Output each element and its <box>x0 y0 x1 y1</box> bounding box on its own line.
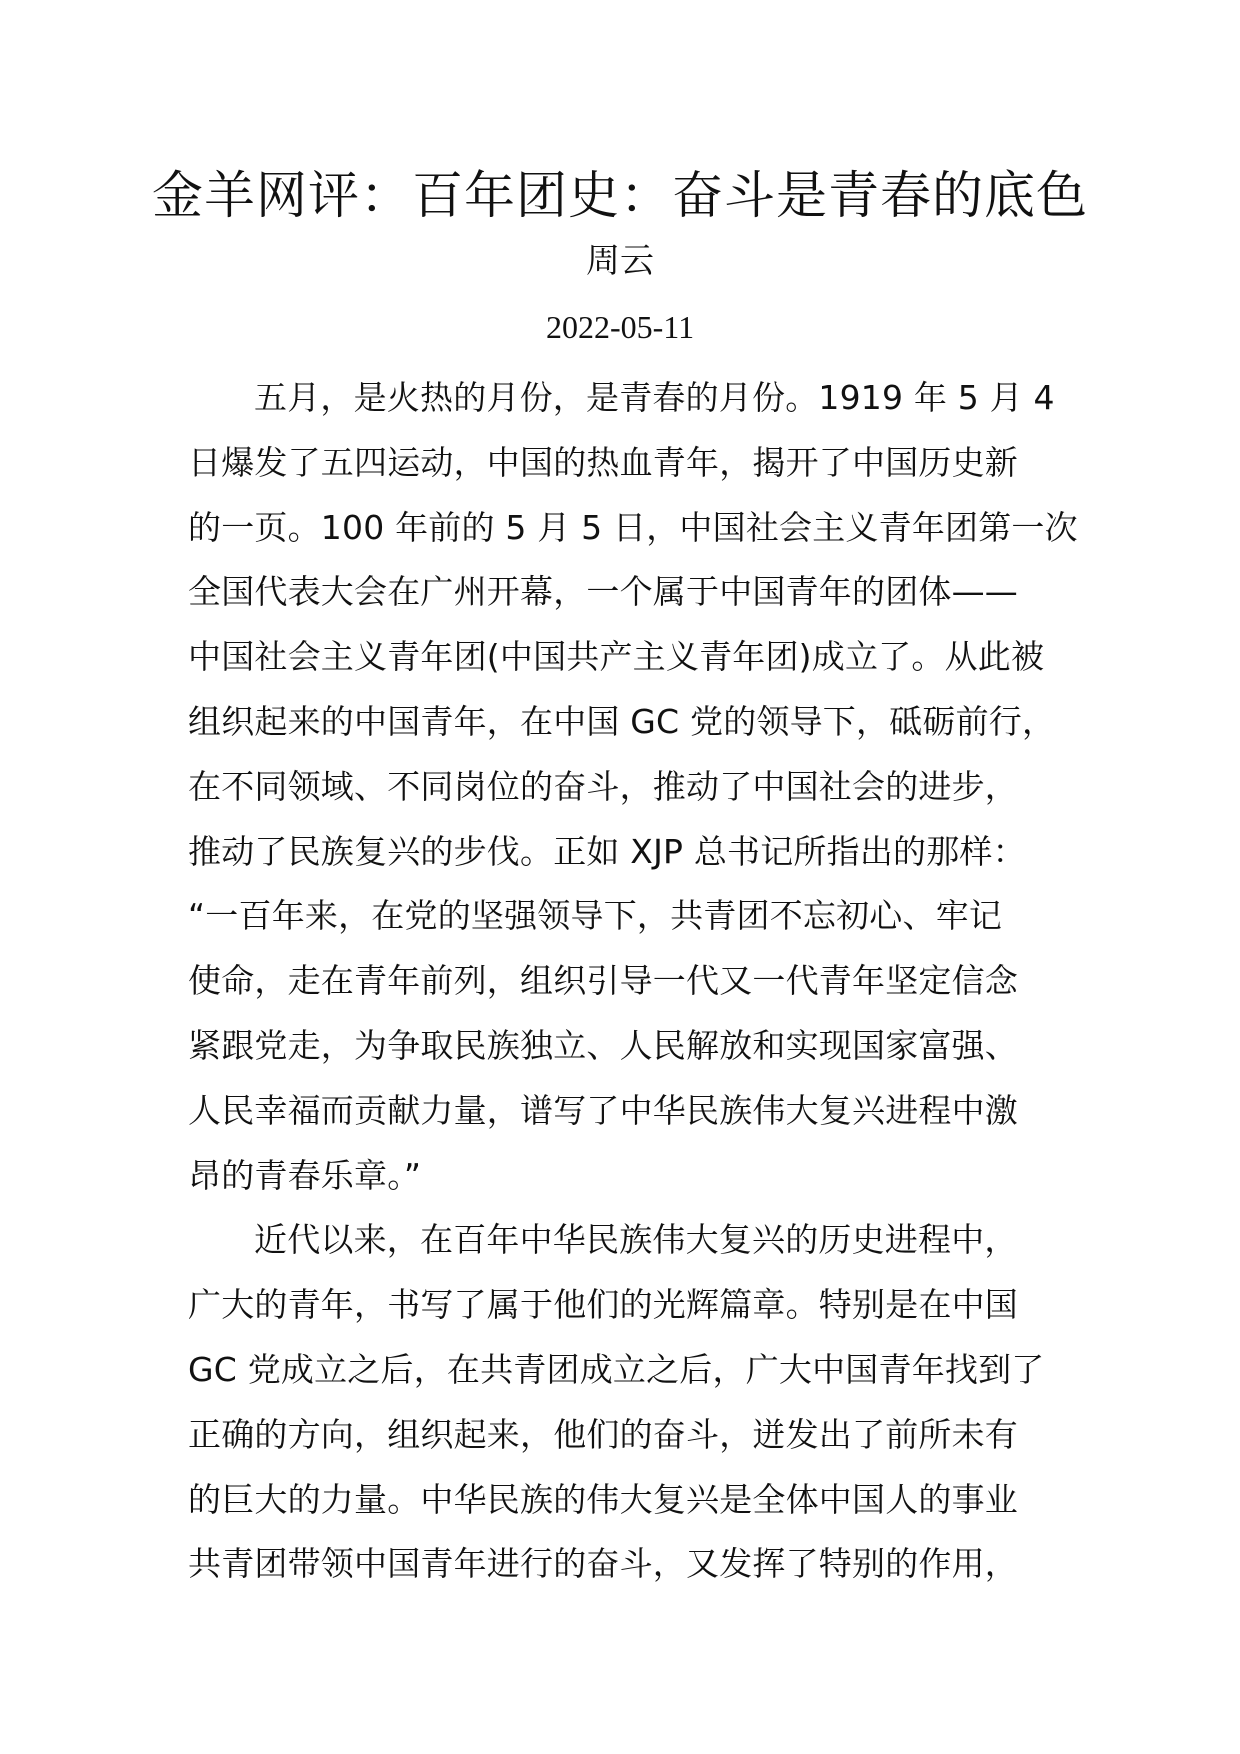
body-line: 在不同领域、不同岗位的奋斗，推动了中国社会的进步， <box>188 766 1018 806</box>
body-line: 全国代表大会在广州开幕，一个属于中国青年的团体—— <box>188 572 1018 612</box>
body-line: 共青团带领中国青年进行的奋斗，又发挥了特别的作用， <box>188 1544 1018 1584</box>
body-line: “一百年来，在党的坚强领导下，共青团不忘初心、牢记 <box>188 896 1003 936</box>
body-line: 人民幸福而贡献力量，谱写了中华民族伟大复兴进程中激 <box>188 1090 1018 1130</box>
body-line: 使命，走在青年前列，组织引导一代又一代青年坚定信念 <box>188 961 1018 1001</box>
body-line: 近代以来，在百年中华民族伟大复兴的历史进程中， <box>254 1220 1018 1260</box>
body-line: 正确的方向，组织起来，他们的奋斗，迸发出了前所未有 <box>188 1414 1018 1454</box>
article-body <box>188 366 1078 1597</box>
article-title: 金羊网评：百年团史：奋斗是青春的底色 <box>151 167 1088 226</box>
body-line: 组织起来的中国青年，在中国 GC 党的领导下，砥砺前行， <box>188 701 1056 741</box>
body-line: 五月，是火热的月份，是青春的月份。1919 年 5 月 4 <box>254 378 1055 417</box>
article-author: 周云 <box>586 241 654 281</box>
body-line: GC 党成立之后，在共青团成立之后，广大中国青年找到了 <box>188 1349 1045 1389</box>
body-line: 紧跟党走，为争取民族独立、人民解放和实现国家富强、 <box>188 1025 1018 1065</box>
body-line: 中国社会主义青年团(中国共产主义青年团)成立了。从此被 <box>188 637 1045 677</box>
body-line: 昂的青春乐章。” <box>188 1155 422 1195</box>
body-line: 的巨大的力量。中华民族的伟大复兴是全体中国人的事业 <box>188 1479 1018 1519</box>
article-date: 2022-05-11 <box>545 309 695 345</box>
body-line: 的一页。100 年前的 5 月 5 日，中国社会主义青年团第一次 <box>188 507 1078 547</box>
body-line: 推动了民族复兴的步伐。正如 XJP 总书记所指出的那样： <box>188 831 1026 871</box>
body-line: 日爆发了五四运动，中国的热血青年，揭开了中国历史新 <box>188 442 1018 482</box>
body-line: 广大的青年，书写了属于他们的光辉篇章。特别是在中国 <box>188 1285 1018 1325</box>
